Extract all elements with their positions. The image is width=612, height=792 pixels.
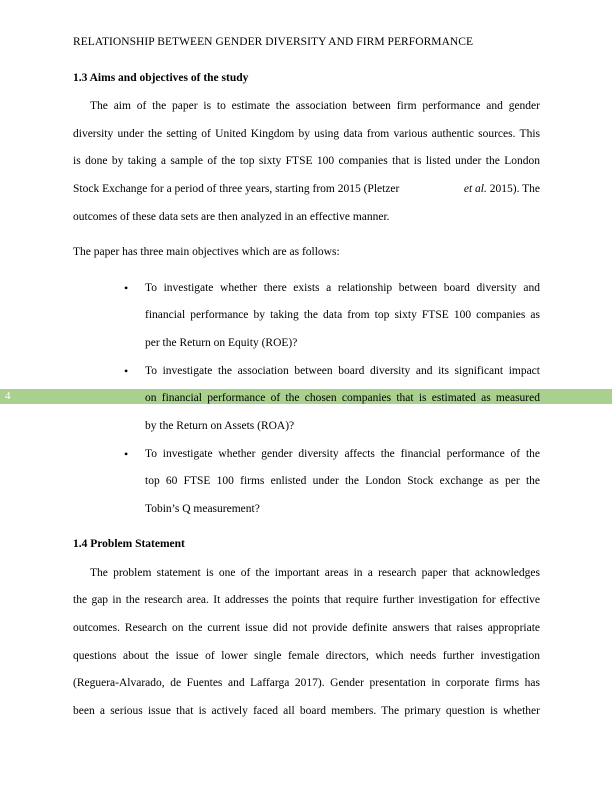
objective-2-line-3: by the Return on Assets (ROA)? bbox=[145, 420, 295, 432]
aims-paragraph-line-3: is done by taking a sample of the top sixty FTSE 100 companies that is listed under the London bbox=[73, 155, 540, 167]
section-heading-problem: 1.4 Problem Statement bbox=[73, 538, 185, 550]
objective-3-line-3: Tobin’s Q measurement? bbox=[145, 503, 260, 515]
objective-2-line-2: on financial performance of the chosen companies that is estimated as measured bbox=[145, 392, 540, 404]
citation-et-al: et al. bbox=[463, 183, 487, 195]
problem-paragraph-line-4: questions about the issue of lower single female directors, which needs further investigation bbox=[73, 650, 540, 662]
bullet-3: • bbox=[124, 447, 129, 461]
objective-3-line-1: To investigate whether gender diversity affects the financial performance of the bbox=[145, 448, 540, 460]
problem-paragraph-line-1: The problem statement is one of the important areas in a research paper that acknowledges bbox=[90, 567, 540, 579]
aims-paragraph-line-4 bbox=[73, 182, 540, 196]
running-head: RELATIONSHIP BETWEEN GENDER DIVERSITY AND FIRM PERFORMANCE bbox=[73, 36, 474, 48]
objectives-intro: The paper has three main objectives which are as follows: bbox=[73, 246, 340, 258]
objective-2-line-1: To investigate the association between board diversity and its significant impact bbox=[145, 365, 540, 377]
aims-line-4-cite bbox=[464, 182, 540, 196]
aims-paragraph-line-2: diversity under the setting of United Kingdom by using data from various authentic sources. This bbox=[73, 128, 540, 140]
bullet-1: • bbox=[124, 281, 129, 295]
problem-paragraph-line-3: outcomes. Research on the current issue did not provide definite answers that raises appropriate bbox=[73, 622, 540, 634]
problem-paragraph-line-5: (Reguera-Alvarado, de Fuentes and Laffarga 2017). Gender presentation in corporate firms has bbox=[73, 677, 540, 689]
problem-paragraph-line-2: the gap in the research area. It addresses the points that require further investigation for effective bbox=[73, 594, 540, 606]
bullet-2: • bbox=[124, 364, 129, 378]
objective-1-line-2: financial performance by taking the data from top sixty FTSE 100 companies as bbox=[145, 309, 540, 321]
page-number: 4 bbox=[5, 390, 11, 402]
citation-year: 2015). The bbox=[489, 183, 540, 195]
objective-1-line-3: per the Return on Equity (ROE)? bbox=[145, 337, 298, 349]
aims-paragraph-line-5: outcomes of these data sets are then analyzed in an effective manner. bbox=[73, 211, 390, 223]
section-heading-aims: 1.3 Aims and objectives of the study bbox=[73, 72, 249, 84]
aims-paragraph-line-1: The aim of the paper is to estimate the association between firm performance and gender bbox=[90, 100, 540, 112]
objective-3-line-2: top 60 FTSE 100 firms enlisted under the London Stock exchange as per the bbox=[145, 475, 540, 487]
problem-paragraph-line-6: been a serious issue that is actively faced all board members. The primary question is whether bbox=[73, 705, 540, 717]
aims-line-4-text: Stock Exchange for a period of three years, starting from 2015 (Pletzer bbox=[73, 183, 400, 195]
objective-1-line-1: To investigate whether there exists a relationship between board diversity and bbox=[145, 282, 540, 294]
